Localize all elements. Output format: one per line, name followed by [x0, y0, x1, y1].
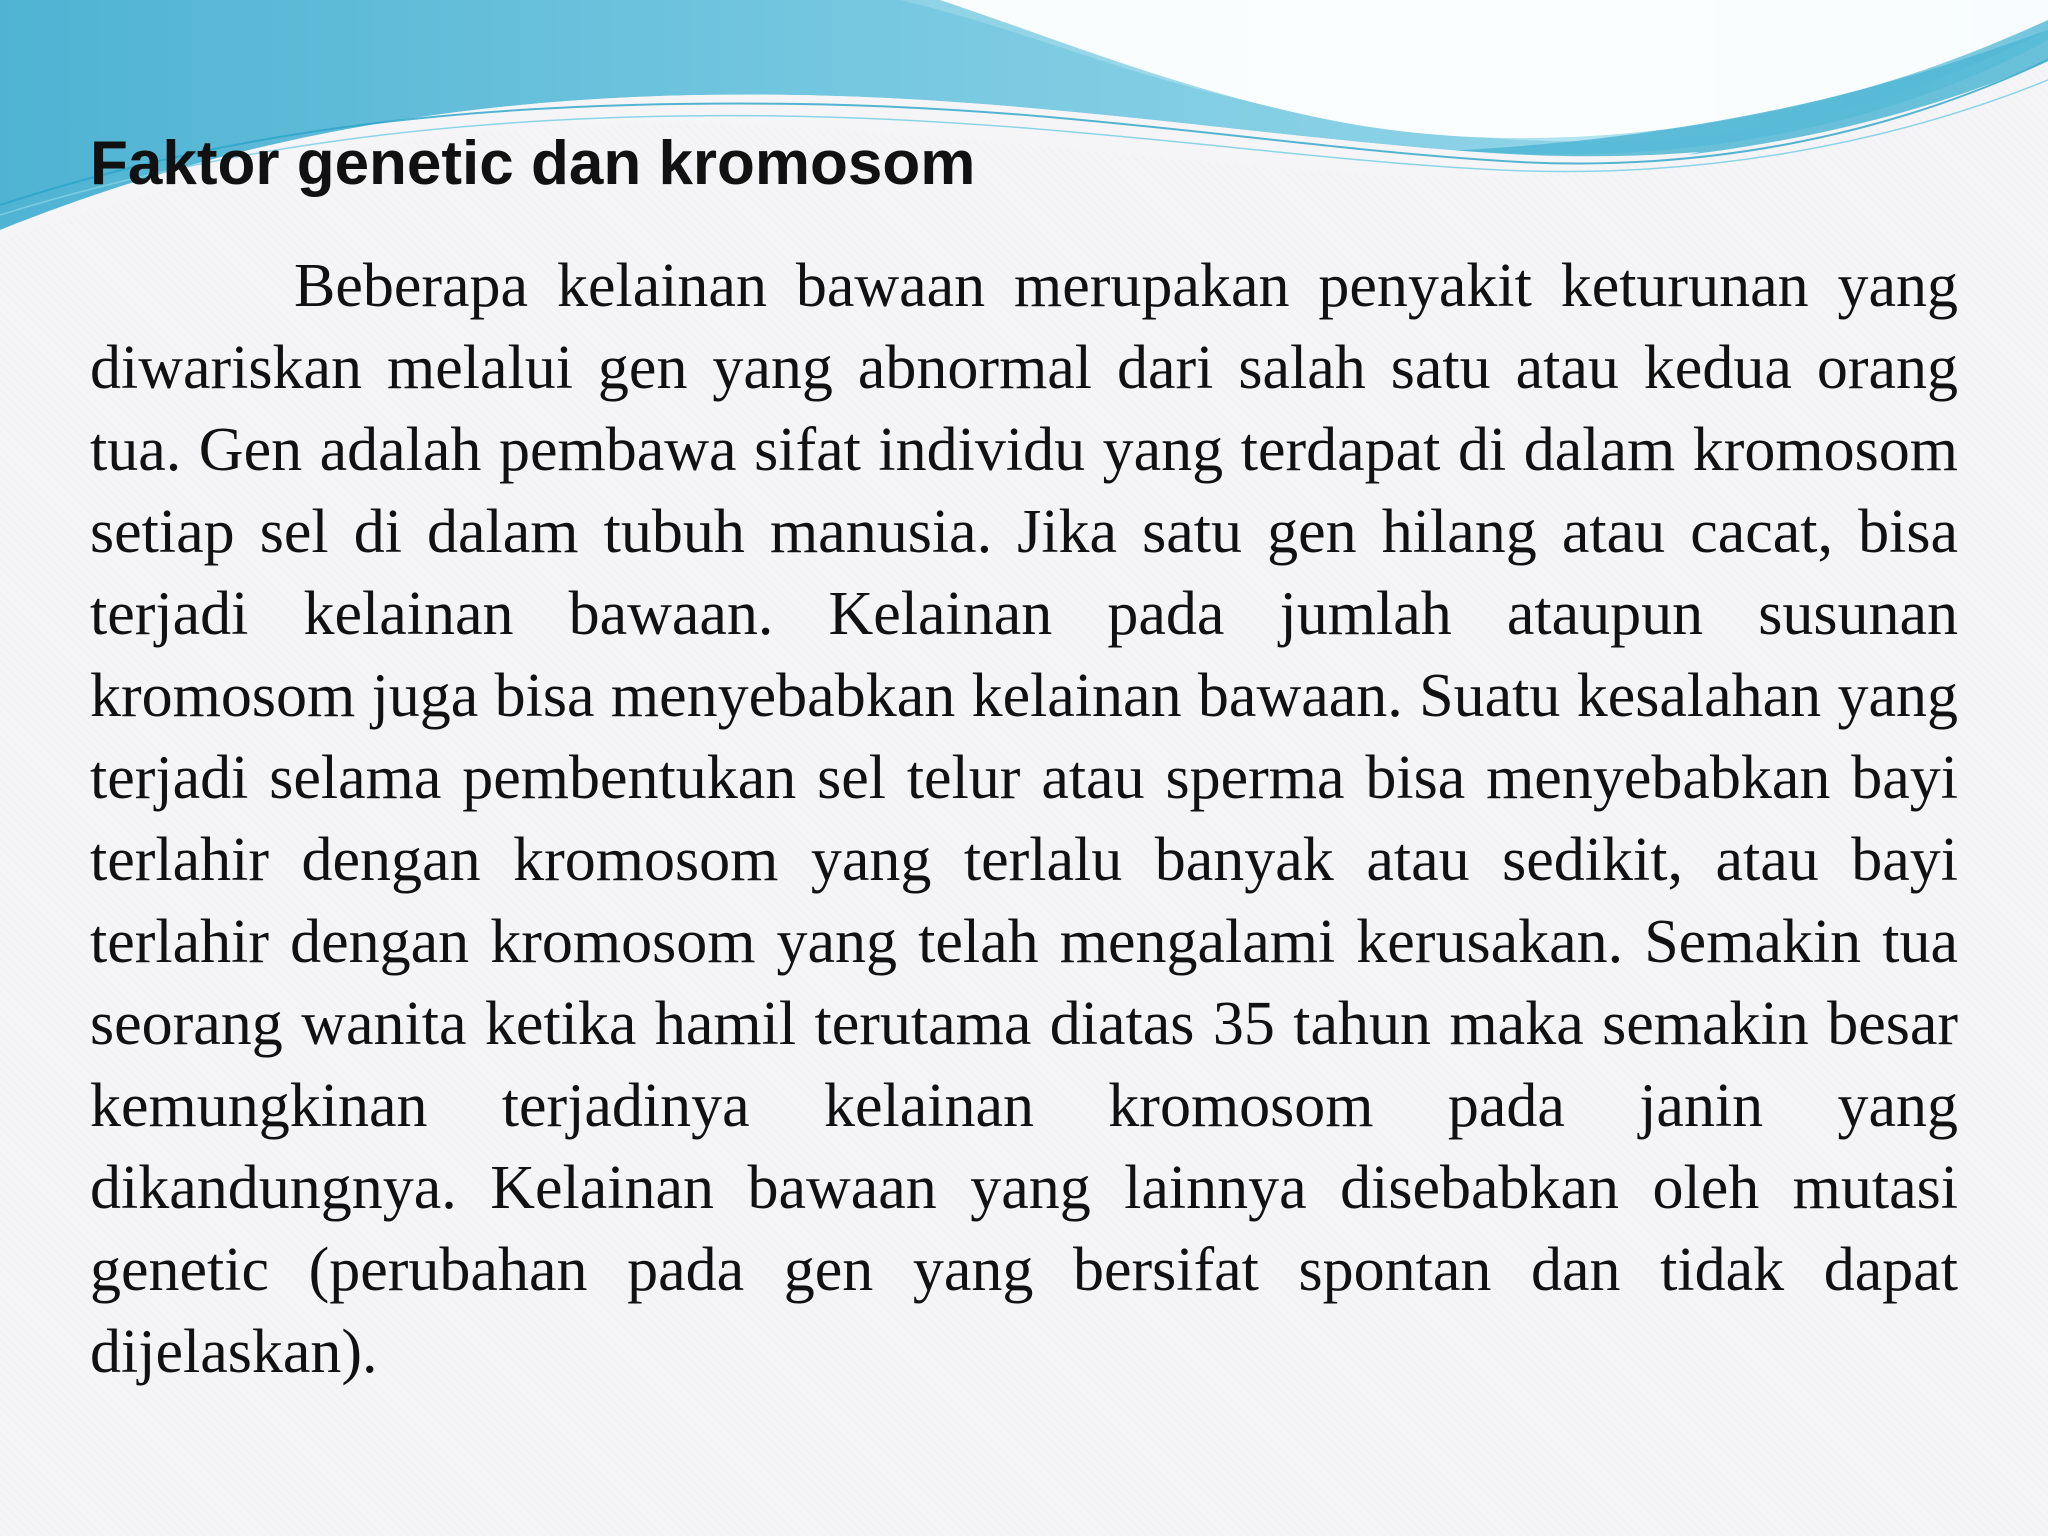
slide-title: Faktor genetic dan kromosom	[90, 129, 976, 198]
wave-header-icon	[0, 0, 2048, 240]
body-paragraph: Beberapa kelainan bawaan merupakan penyakit keturunan yang diwariskan melalui gen yang abnormal dari salah satu atau kedua orang tua. Gen adalah pembawa sifat individu yang terdapat di dalam kromosom setiap sel di dalam tubuh manusia. Jika satu gen hilang atau cacat, bisa terjadi kelainan bawaan. Kelainan pada jumlah ataupun susunan kromosom juga bisa menyebabkan kelainan bawaan. Suatu kesalahan yang terjadi selama pembentukan sel telur atau sperma bisa menyebabkan bayi terlahir dengan kromosom yang terlalu banyak atau sedikit, atau bayi terlahir dengan kromosom yang telah mengalami kerusakan. Semakin tua seorang wanita ketika hamil terutama diatas 35 tahun maka semakin besar kemungkinan terjadinya kelainan kromosom pada janin yang dikandungnya. Kelainan bawaan yang lainnya disebabkan oleh mutasi genetic (perubahan pada gen yang bersifat spontan dan tidak dapat dijelaskan).	[90, 252, 1958, 1386]
